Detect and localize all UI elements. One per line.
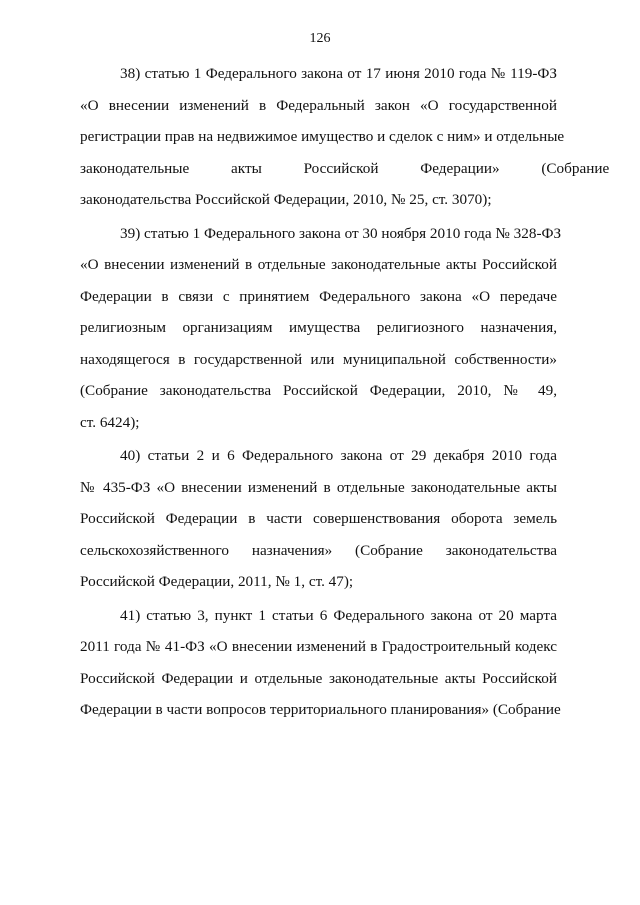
text-line: № 435-ФЗ «О внесении изменений в отдельные законодательные акты [80,478,557,496]
text-line: Российской Федерации в части совершенствования оборота земель [80,510,557,527]
text-line: Российской Федерации, 2011, № 1, ст. 47); [80,573,354,590]
text-line: (Собрание законодательства Российской Федерации, 2010, № 49, [80,382,557,399]
text-line: ст. 6424); [80,413,140,431]
text-line: 40) статьи 2 и 6 Федерального закона от 29 декабря 2010 года [120,447,557,464]
text-line: законодательные акты Российской Федерации» (Собрание [80,159,610,177]
text-line: 38) статью 1 Федерального закона от 17 июня 2010 года № 119-ФЗ [120,65,557,82]
list-item-38 [80,58,610,216]
document-body [80,58,610,728]
text-line: находящегося в государственной или муниципальной собственности» [80,350,557,368]
text-line: «О внесении изменений в Федеральный закон «О государственной [80,96,557,114]
page-number: 126 [309,31,331,46]
text-line: сельскохозяйственного назначения» (Собрание законодательства [80,541,557,559]
list-item-39 [80,218,562,439]
list-item-40 [80,440,557,598]
text-line: религиозным организациям имущества религиозного назначения, [80,319,557,336]
text-line: 41) статью 3, пункт 1 статьи 6 Федерального закона от 20 марта [120,606,557,624]
text-line: Федерации в связи с принятием Федерального закона «О передаче [80,287,557,305]
text-line: 2011 года № 41-ФЗ «О внесении изменений в Градостроительный кодекс [80,638,557,655]
text-line: 39) статью 1 Федерального закона от 30 ноября 2010 года № 328-ФЗ [120,224,562,242]
list-item-41 [80,600,561,726]
text-line: регистрации прав на недвижимое имущество и сделок с ним» и отдельные [80,128,565,145]
text-line: «О внесении изменений в отдельные законодательные акты Российской [80,256,557,273]
text-line: Федерации в части вопросов территориального планирования» (Собрание [80,701,561,718]
text-line: законодательства Российской Федерации, 2010, № 25, ст. 3070); [80,191,492,208]
text-line: Российской Федерации и отдельные законодательные акты Российской [80,669,557,687]
